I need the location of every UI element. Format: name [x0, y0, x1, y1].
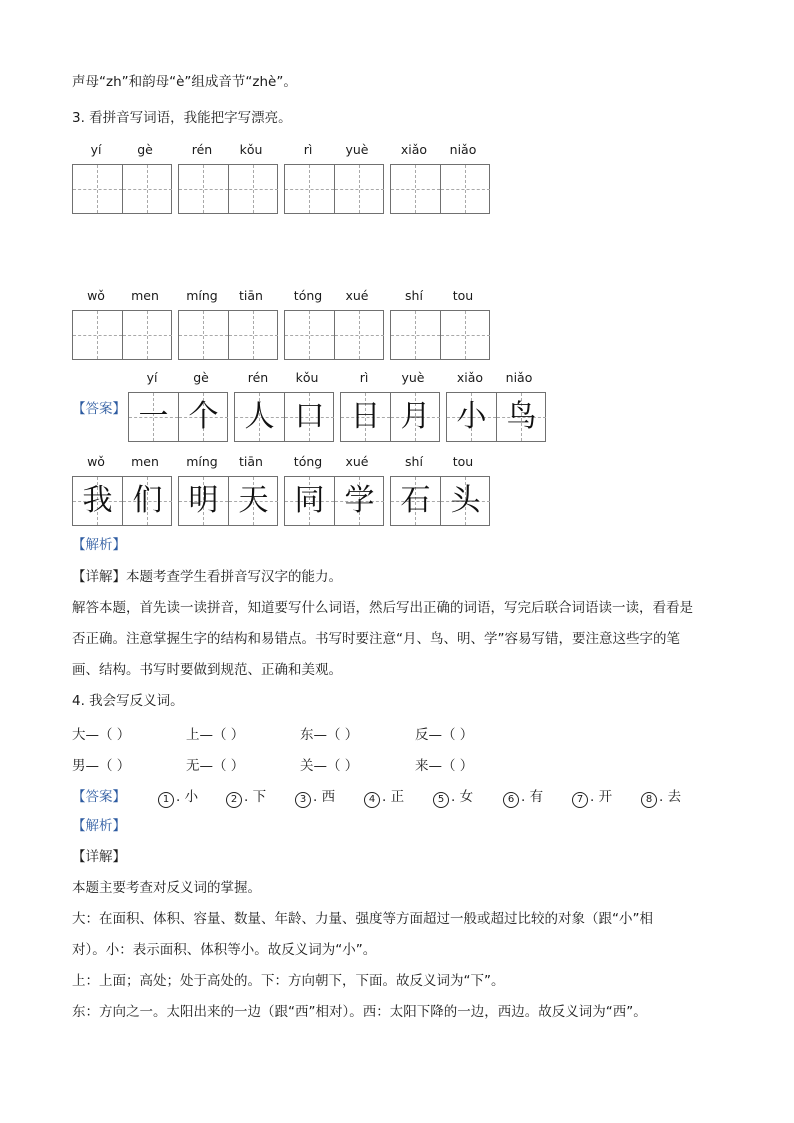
answer-char: 们 [132, 483, 163, 518]
circled-number: 6 [503, 792, 519, 808]
answer-box [178, 476, 278, 526]
pinyin: gè [193, 370, 209, 385]
analysis-label: 【解析】 [72, 818, 126, 834]
explain-line: 大：在面积、体积、容量、数量、年龄、力量、强度等方面超过一般或超过比较的对象（跟“小”相 [72, 911, 653, 927]
answer-text: . 下 [244, 789, 267, 805]
word-grid [340, 370, 446, 450]
detail-line: 【详解】本题考查学生看拼音写汉字的能力。 [72, 569, 342, 585]
pinyin: men [131, 288, 159, 303]
writing-box[interactable] [390, 164, 490, 214]
pinyin: gè [137, 142, 153, 157]
writing-box[interactable] [178, 164, 278, 214]
antonym-blank[interactable]: 关—（ ） [300, 758, 359, 774]
writing-box[interactable] [72, 310, 172, 360]
antonym-blank[interactable]: 男—（ ） [72, 758, 131, 774]
answer-char: 小 [456, 399, 487, 434]
explain-line: 对）。小：表示面积、体积等小。故反义词为“小”。 [72, 942, 377, 958]
answer-item [572, 785, 612, 808]
answer-item [433, 785, 473, 808]
pinyin: míng [186, 288, 218, 303]
pinyin: yuè [345, 142, 369, 157]
answer-text: . 去 [659, 789, 682, 805]
answer-box [446, 392, 546, 442]
antonym-blank[interactable]: 反—（ ） [415, 727, 474, 743]
answer-text: . 正 [382, 789, 405, 805]
explain-line: 上：上面；高处；处于高处的。下：方向朝下，下面。故反义词为“下”。 [72, 973, 505, 989]
explain-line: 否正确。注意掌握生字的结构和易错点。书写时要注意“月、鸟、明、学”容易写错，要注意这些字的笔 [72, 631, 680, 647]
answer-char: 月 [400, 399, 431, 434]
answer-box [128, 392, 228, 442]
pinyin: xiǎo [400, 142, 428, 157]
explain-line: 解答本题，首先读一读拼音，知道要写什么词语，然后写出正确的词语，写完后联合词语读一读，看看是 [72, 600, 693, 616]
word-grid [284, 142, 390, 222]
pinyin: shí [405, 454, 423, 469]
pinyin: rén [247, 370, 269, 385]
answer-text: . 有 [521, 789, 544, 805]
pinyin: tóng [293, 454, 323, 469]
pinyin: tou [452, 288, 474, 303]
answer-char: 头 [450, 483, 481, 518]
answer-label: 【答案】 [72, 789, 126, 805]
pinyin: kǒu [295, 370, 319, 385]
circled-number: 4 [364, 792, 380, 808]
pinyin: men [131, 454, 159, 469]
pinyin: niǎo [449, 142, 477, 157]
circled-number: 7 [572, 792, 588, 808]
pinyin: rén [191, 142, 213, 157]
pinyin: kǒu [239, 142, 263, 157]
analysis-label: 【解析】 [72, 537, 126, 553]
answer-char: 石 [400, 483, 431, 518]
answer-box [340, 392, 440, 442]
pinyin: rì [359, 370, 369, 385]
word-grid [72, 454, 178, 534]
writing-box[interactable] [178, 310, 278, 360]
q4-title: 4. 我会写反义词。 [72, 693, 184, 709]
answer-box [234, 392, 334, 442]
answer-char: 人 [244, 399, 275, 434]
pinyin: shí [405, 288, 423, 303]
word-grid [284, 288, 390, 368]
word-grid [390, 142, 496, 222]
intro-line: 声母“zh”和韵母“è”组成音节“zhè”。 [72, 74, 297, 90]
pinyin: tóng [293, 288, 323, 303]
answer-char: 我 [82, 483, 113, 518]
answer-char: 个 [188, 399, 219, 434]
answer-char: 明 [188, 483, 219, 518]
antonym-blank[interactable]: 东—（ ） [300, 727, 359, 743]
circled-number: 5 [433, 792, 449, 808]
word-grid [446, 370, 552, 450]
circled-number: 1 [158, 792, 174, 808]
answer-box [284, 476, 384, 526]
word-grid [178, 142, 284, 222]
answer-item [226, 785, 266, 808]
word-grid [390, 288, 496, 368]
writing-box[interactable] [72, 164, 172, 214]
circled-number: 8 [641, 792, 657, 808]
word-grid [128, 370, 234, 450]
answer-item [641, 785, 681, 808]
word-grid [178, 288, 284, 368]
answer-text: . 女 [451, 789, 474, 805]
answer-text: . 小 [176, 789, 199, 805]
pinyin: wǒ [87, 454, 105, 469]
pinyin: yuè [401, 370, 425, 385]
answer-char: 日 [350, 399, 381, 434]
detail-label: 【详解】 [72, 849, 126, 865]
pinyin: xué [345, 288, 369, 303]
answer-item [364, 785, 404, 808]
word-grid [284, 454, 390, 534]
answer-label: 【答案】 [72, 401, 126, 417]
q3-title: 3. 看拼音写词语，我能把字写漂亮。 [72, 110, 292, 126]
answer-char: 口 [294, 399, 325, 434]
answer-char: 鸟 [506, 399, 537, 434]
antonym-blank[interactable]: 上—（ ） [186, 727, 245, 743]
pinyin: xiǎo [456, 370, 484, 385]
antonym-blank[interactable]: 来—（ ） [415, 758, 474, 774]
writing-box[interactable] [390, 310, 490, 360]
answer-text: . 开 [590, 789, 613, 805]
antonym-blank[interactable]: 大—（ ） [72, 727, 131, 743]
answer-text: . 西 [313, 789, 336, 805]
answer-box [72, 476, 172, 526]
answer-item [295, 785, 335, 808]
answer-char: 同 [294, 483, 325, 518]
answer-char: 天 [238, 483, 269, 518]
explain-line: 本题主要考查对反义词的掌握。 [72, 880, 261, 896]
word-grid [72, 142, 178, 222]
word-grid [234, 370, 340, 450]
pinyin: tiān [239, 454, 263, 469]
pinyin: niǎo [505, 370, 533, 385]
explain-line: 东：方向之一。太阳出来的一边（跟“西”相对）。西：太阳下降的一边，西边。故反义词为“西”。 [72, 1004, 647, 1020]
pinyin: míng [186, 454, 218, 469]
explain-line: 画、结构。书写时要做到规范、正确和美观。 [72, 662, 342, 678]
word-grid [178, 454, 284, 534]
word-grid [390, 454, 496, 534]
answer-char: 一 [138, 399, 169, 434]
pinyin: yí [146, 370, 158, 385]
answer-item [503, 785, 543, 808]
pinyin: yí [90, 142, 102, 157]
antonym-blank[interactable]: 无—（ ） [186, 758, 245, 774]
writing-box[interactable] [284, 164, 384, 214]
word-grid [72, 288, 178, 368]
pinyin: wǒ [87, 288, 105, 303]
answer-item [158, 785, 198, 808]
answer-char: 学 [344, 483, 375, 518]
pinyin: rì [303, 142, 313, 157]
pinyin: xué [345, 454, 369, 469]
writing-box[interactable] [284, 310, 384, 360]
answer-box [390, 476, 490, 526]
pinyin: tiān [239, 288, 263, 303]
circled-number: 3 [295, 792, 311, 808]
circled-number: 2 [226, 792, 242, 808]
pinyin: tou [452, 454, 474, 469]
